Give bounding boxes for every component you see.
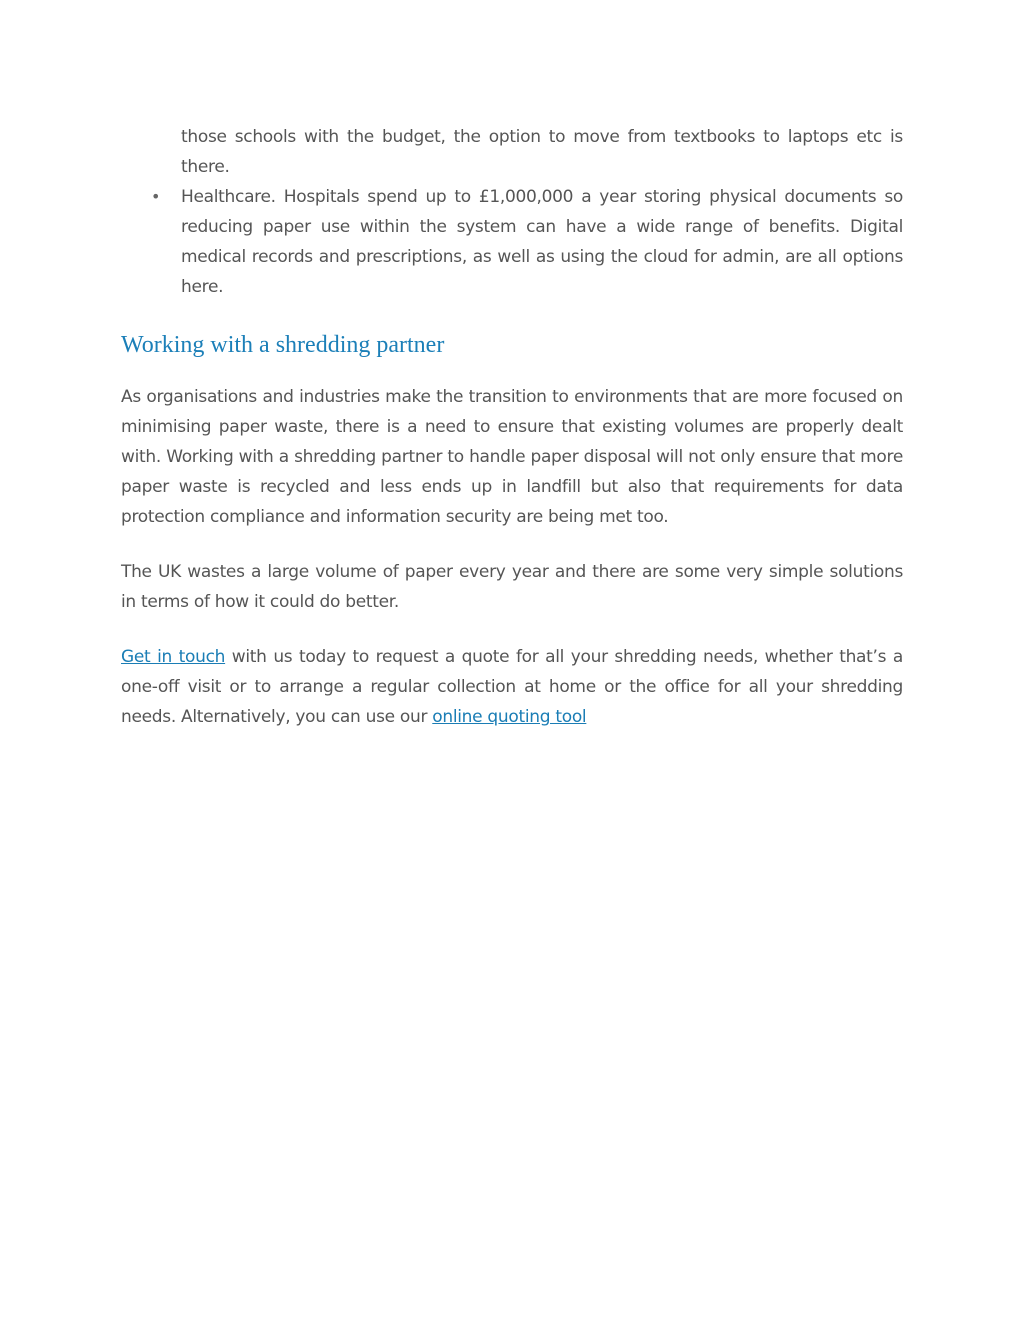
cta-text: with us today to request a quote for all your shredding needs, whether that’s a one-off visit or to arrange a regular collection at home or the office for all your shredding needs. Alternatively, you can use our [121, 647, 903, 727]
get-in-touch-link[interactable]: Get in touch [121, 647, 226, 667]
bullet-continuation-text: those schools with the budget, the option to move from textbooks to laptops etc is there. [181, 127, 903, 177]
bullet-list [121, 182, 903, 302]
body-paragraph-uk-waste: The UK wastes a large volume of paper every year and there are some very simple solutions in terms of how it could do better. [121, 562, 903, 612]
body-paragraph-transition: As organisations and industries make the transition to environments that are more focused on minimising paper waste, there is a need to ensure that existing volumes are properly dealt with. Working with a shredding partner to handle paper disposal will not only ensure that more paper waste is recycled and less ends up in landfill but also that requirements for data protection compliance and information security are being met too. [121, 387, 903, 527]
list-item-healthcare [121, 182, 903, 302]
online-quoting-tool-link[interactable]: online quoting tool [432, 707, 587, 727]
cta-paragraph [121, 642, 903, 732]
list-item-text: Healthcare. Hospitals spend up to £1,000,000 a year storing physical documents so reducing paper use within the system can have a wide range of benefits. Digital medical records and prescriptions, as well as using the cloud for admin, are all options here. [181, 187, 903, 297]
bullet-icon: • [151, 187, 161, 206]
document-page [121, 122, 903, 732]
section-heading: Working with a shredding partner [121, 332, 445, 358]
